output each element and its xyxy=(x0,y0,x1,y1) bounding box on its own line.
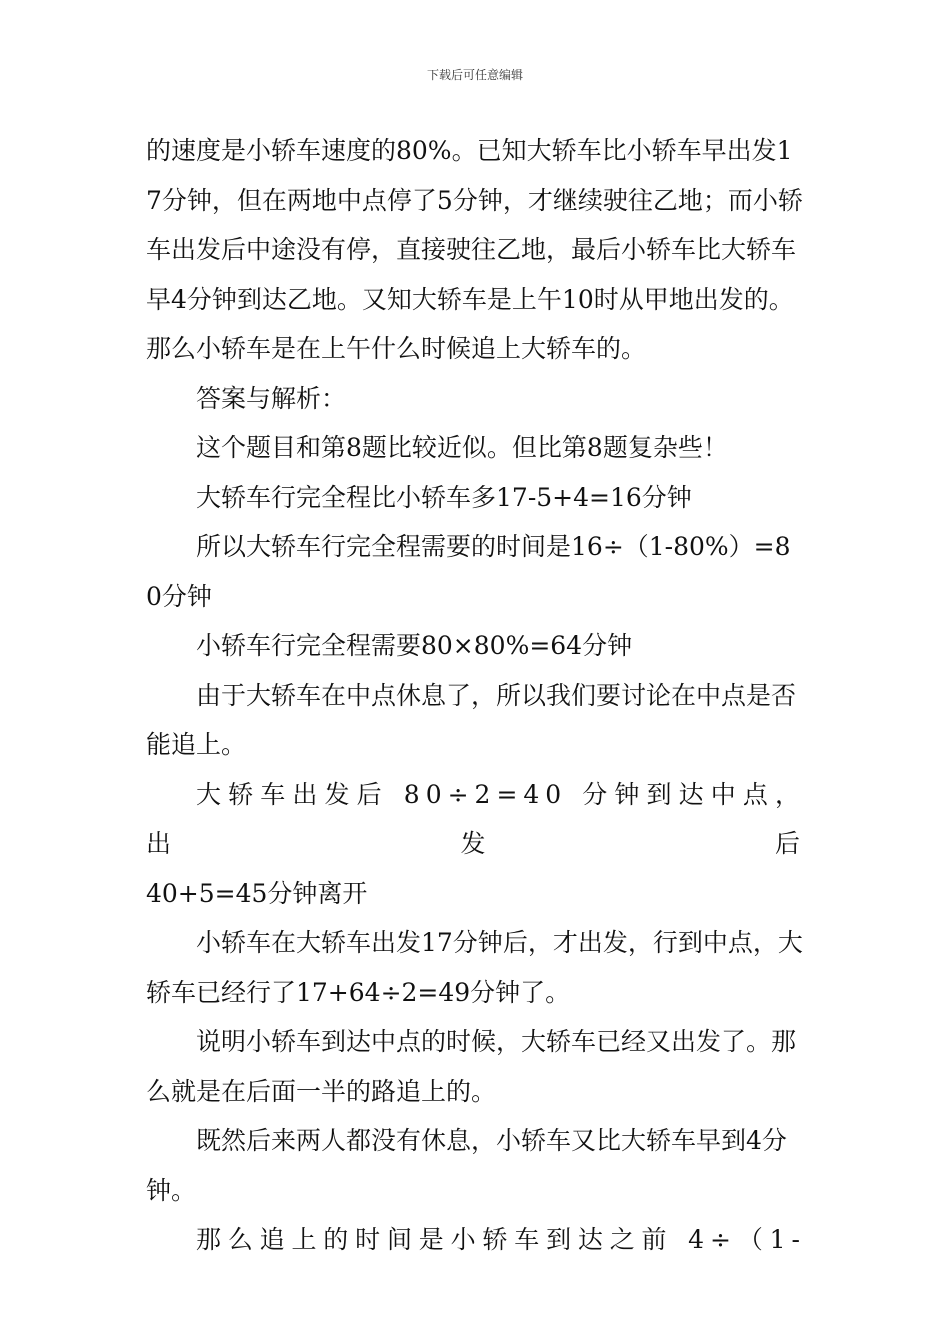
paragraph-step-2: 所以大轿车行完全程需要的时间是16÷（1-80%）=80分钟 xyxy=(146,532,791,611)
paragraph-step-3: 小轿车行完全程需要80×80%=64分钟 xyxy=(196,631,633,660)
paragraph-step-1: 大轿车行完全程比小轿车多17-5+4=16分钟 xyxy=(196,482,692,512)
paragraph-step-8: 既然后来两人都没有休息，小轿车又比大轿车早到4分钟。 xyxy=(146,1126,787,1205)
paragraph-problem: 的速度是小轿车速度的80%。已知大轿车比小轿车早出发17分钟，但在两地中点停了5分钟，才继续驶往乙地；而小轿车出发后中途没有停，直接驶往乙地，最后小轿车比大轿车早4分钟到达乙地。又知大轿车是上午10时从甲地出发的。那么小轿车是在上午什么时候追上大轿车的。 xyxy=(146,136,803,363)
document-body xyxy=(146,126,806,1265)
paragraph-solution-intro: 这个题目和第8题比较近似。但比第8题复杂些！ xyxy=(196,433,728,462)
paragraph-step-6: 小轿车在大轿车出发17分钟后，才出发，行到中点，大轿车已经行了17+64÷2=49分钟了。 xyxy=(146,928,803,1007)
page-header: 下载后可任意编辑 xyxy=(426,68,523,82)
paragraph-step-5-line-1: 大轿车出发后 80÷2=40 分钟到达中点，出发后 xyxy=(146,779,806,858)
paragraph-step-7: 说明小轿车到达中点的时候，大轿车已经又出发了。那么就是在后面一半的路追上的。 xyxy=(146,1027,797,1106)
paragraph-step-9: 那么追上的时间是小轿车到达之前 4÷（1- xyxy=(196,1225,806,1254)
paragraph-step-4: 由于大轿车在中点休息了，所以我们要讨论在中点是否能追上。 xyxy=(146,680,797,759)
paragraph-answer-heading: 答案与解析： xyxy=(196,383,347,413)
paragraph-step-5-line-2: 40+5=45分钟离开 xyxy=(146,878,368,908)
